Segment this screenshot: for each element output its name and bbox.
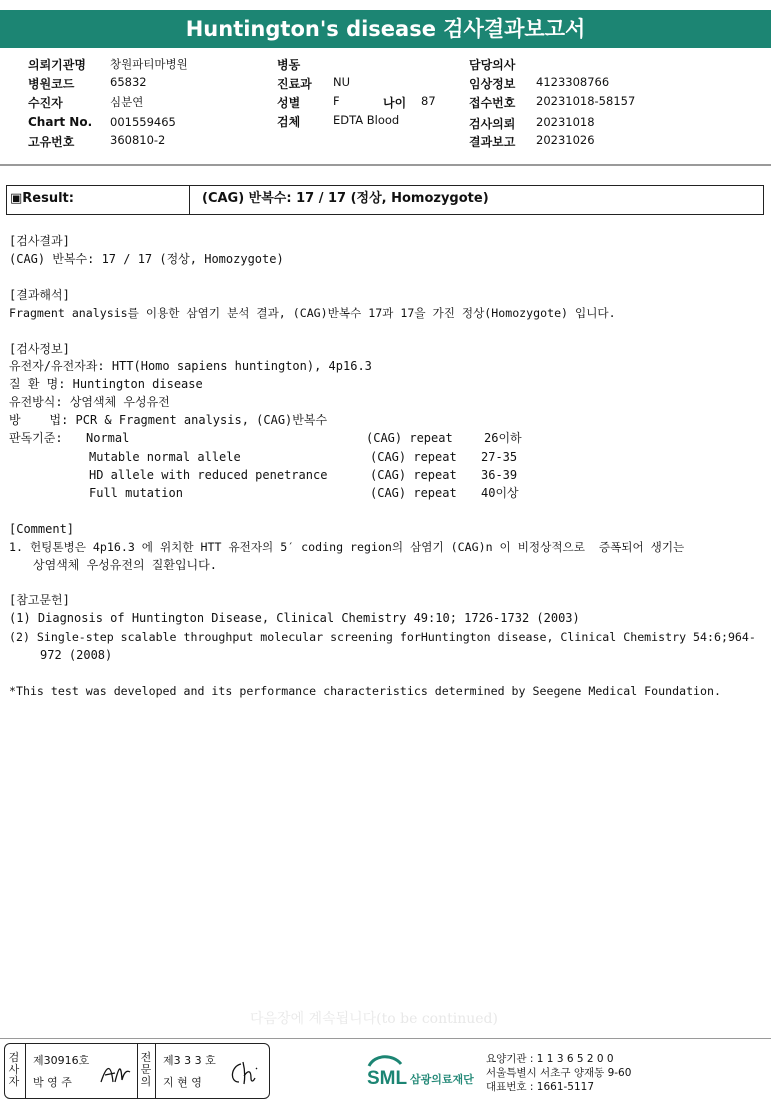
result-value: (CAG) 반복수: 17 / 17 (정상, Homozygote) [202,191,489,206]
criteria-range: 40이상 [481,486,519,500]
reference-2-cont: 972 (2008) [40,648,113,662]
criteria-name: HD allele with reduced penetrance [89,468,328,482]
info-label: Chart No. [28,115,93,129]
sig-separator [25,1044,26,1098]
continued-watermark: 다음장에 계속됩니다(to be continued) [250,1011,498,1027]
info-value: 20231018 [536,115,595,129]
age-label: 나이 [383,96,407,110]
criteria-repeat: (CAG) repeat [370,450,457,464]
info-label: 고유번호 [28,135,75,149]
info-label: 병동 [277,58,301,72]
exam-result-text: (CAG) 반복수: 17 / 17 (정상, Homozygote) [9,252,284,266]
info-line: 방 법: PCR & Fragment analysis, (CAG)반복수 [9,413,328,427]
info-label: 진료과 [277,77,312,91]
info-value: 65832 [110,75,147,89]
logo-name: 삼광의료재단 [410,1073,474,1086]
examiner-name: 박 영 주 [33,1076,72,1089]
report-title: Huntington's disease 검사결과보고서 [0,10,771,48]
info-value: F [333,94,340,108]
criteria-name: Mutable normal allele [89,450,241,464]
info-value: 20231018-58157 [536,94,636,108]
address-line: 서울특별시 서초구 양재동 9-60 [486,1067,632,1079]
info-value: 심분연 [110,95,144,109]
interpretation-text: Fragment analysis를 이용한 삼염기 분석 결과, (CAG)반복수 17과 17을 가진 정상(Homozygote) 입니다. [9,306,616,320]
sig-separator [137,1044,138,1098]
info-line: 유전자/유전자좌: HTT(Homo sapiens huntington), 4p16.3 [9,359,372,373]
provider-code: 요양기관 : 1 1 3 6 5 2 0 0 [486,1053,614,1065]
info-line: 유전방식: 상염색체 우성유전 [9,395,170,409]
info-label: 검사의뢰 [469,117,516,131]
sml-logo-mark [365,1052,485,1092]
specialist-name: 지 현 영 [163,1076,202,1089]
info-label: 결과보고 [469,135,516,149]
sml-logo [365,1052,485,1096]
examiner-signature [99,1060,133,1088]
criteria-name: Full mutation [89,486,183,500]
info-value: EDTA Blood [333,113,400,127]
specialist-number: 제3 3 3 호 [163,1054,216,1067]
info-label: 의뢰기관명 [28,58,86,72]
info-label: 성별 [277,96,301,110]
info-value: 001559465 [110,115,176,129]
logo-mark-text: SML [367,1068,408,1089]
info-label: 검체 [277,115,301,129]
examiner-label: 검사자 [8,1051,20,1088]
criteria-repeat: (CAG) repeat [370,486,457,500]
info-label: 병원코드 [28,77,75,91]
criteria-label: 판독기준: [9,431,63,445]
criteria-repeat: (CAG) repeat [370,468,457,482]
info-value: NU [333,75,351,89]
section-heading: [Comment] [9,522,75,536]
institution-address [486,1052,631,1094]
info-label: 담당의사 [469,58,516,72]
reference-1: (1) Diagnosis of Huntington Disease, Clinical Chemistry 49:10; 1726-1732 (2003) [9,611,580,625]
section-heading: [검사결과] [9,234,70,248]
result-box [6,185,764,215]
info-value: 4123308766 [536,75,610,89]
info-label: 접수번호 [469,96,516,110]
reference-2: (2) Single-step scalable throughput molecular screening forHuntington disease, Clinical Chemistry 54:6;964- [9,630,756,644]
section-heading: [참고문헌] [9,593,70,607]
comment-text: 1. 헌팅톤병은 4p16.3 에 위치한 HTT 유전자의 5′ coding region의 삼염기 (CAG)n 이 비정상적으로 증폭되어 생기는 [9,540,685,554]
specialist-label: 전문의 [140,1051,152,1088]
sig-separator [155,1044,156,1098]
criteria-range: 26이하 [484,431,522,445]
specialist-signature [227,1058,263,1088]
criteria-range: 36-39 [481,468,518,482]
comment-text: 상염색체 우성유전의 질환입니다. [33,558,217,572]
section-heading: [결과해석] [9,288,70,302]
signature-box [4,1043,270,1099]
info-value: 창원파티마병원 [110,57,188,71]
criteria-repeat: (CAG) repeat [366,431,453,445]
criteria-range: 27-35 [481,450,518,464]
info-value: 20231026 [536,133,595,147]
header-divider [0,164,771,166]
info-label: 임상정보 [469,77,516,91]
disclaimer: *This test was developed and its performance characteristics determined by Seegene Medical Foundation. [9,684,721,698]
footer-divider [0,1038,771,1039]
examiner-number: 제30916호 [33,1054,90,1067]
section-heading: [검사정보] [9,342,70,356]
info-line: 질 환 명: Huntington disease [9,377,203,391]
phone-number: 대표번호 : 1661-5117 [486,1081,595,1093]
info-label: 수진자 [28,96,63,110]
info-value: 360810-2 [110,133,166,147]
result-label: ▣Result: [7,186,190,214]
age-value: 87 [421,94,436,108]
criteria-name: Normal [86,431,130,445]
